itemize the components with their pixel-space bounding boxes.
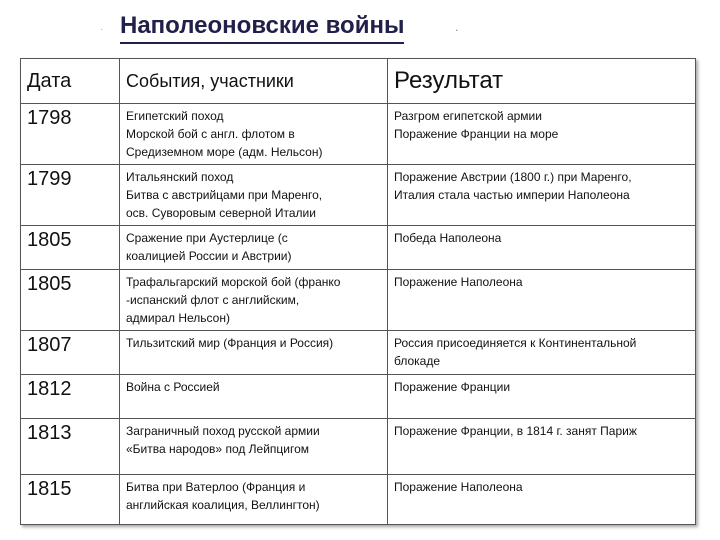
result-line: Поражение Наполеона (394, 480, 523, 494)
table-row (21, 475, 696, 525)
cell-date: 1798 (21, 104, 120, 165)
event-line: Битва с австрийцами при Маренго, (126, 188, 323, 202)
result-line: Поражение Франции (394, 380, 511, 394)
table-header-row (21, 59, 696, 104)
cell-result (388, 165, 696, 226)
event-line: Египетский поход (126, 109, 224, 123)
result-line: Поражение Франции на море (394, 127, 559, 141)
cell-date: 1807 (21, 331, 120, 375)
table-row (21, 375, 696, 419)
event-line: Морской бой с англ. флотом в (126, 127, 295, 141)
result-line: Разгром египетской армии (394, 109, 542, 123)
cell-date: 1799 (21, 165, 120, 226)
cell-event (120, 419, 388, 475)
cell-result (388, 419, 696, 475)
event-line: коалицией России и Австрии) (126, 249, 292, 263)
cell-result (388, 375, 696, 419)
cell-date: 1815 (21, 475, 120, 525)
page-title: Наполеоновские войны (120, 12, 404, 44)
cell-result (388, 331, 696, 375)
result-line: Италия стала частью империи Наполеона (394, 188, 630, 202)
decorative-dot: · (100, 24, 104, 35)
event-line: Война с Россией (126, 380, 220, 394)
cell-result (388, 270, 696, 331)
header-event: События, участники (120, 59, 388, 104)
table-row (21, 104, 696, 165)
header-date: Дата (21, 59, 120, 104)
cell-event (120, 270, 388, 331)
event-line: Сражение при Аустерлице (с (126, 231, 288, 245)
table-row (21, 419, 696, 475)
event-line: Заграничный поход русской армии (126, 424, 320, 438)
event-line: осв. Суворовым северной Италии (126, 206, 316, 220)
cell-date: 1813 (21, 419, 120, 475)
result-line: Россия присоединяется к Континентальной (394, 336, 637, 350)
header-result: Результат (388, 59, 696, 104)
event-line: адмирал Нельсон) (126, 311, 230, 325)
cell-result (388, 475, 696, 525)
event-line: Итальянский поход (126, 170, 234, 184)
cell-event (120, 104, 388, 165)
cell-result (388, 104, 696, 165)
event-line: Трафальгарский морской бой (франко (126, 275, 341, 289)
cell-date: 1805 (21, 226, 120, 270)
cell-result (388, 226, 696, 270)
result-line: Поражение Наполеона (394, 275, 523, 289)
event-line: Тильзитский мир (Франция и Россия) (126, 336, 334, 350)
result-line: Поражение Австрии (1800 г.) при Маренго, (394, 170, 632, 184)
result-line: блокаде (394, 354, 441, 368)
table-row (21, 165, 696, 226)
cell-event (120, 226, 388, 270)
cell-date: 1812 (21, 375, 120, 419)
table-row (21, 331, 696, 375)
event-line: «Битва народов» под Лейпцигом (126, 442, 310, 456)
cell-event (120, 331, 388, 375)
decorative-dot: . (455, 20, 459, 34)
event-line: английская коалиция, Веллингтон) (126, 498, 320, 512)
event-line: Средиземном море (адм. Нельсон) (126, 145, 323, 159)
table-row (21, 226, 696, 270)
cell-event (120, 375, 388, 419)
result-line: Победа Наполеона (394, 231, 502, 245)
table-row (21, 270, 696, 331)
cell-event (120, 475, 388, 525)
cell-date: 1805 (21, 270, 120, 331)
cell-event (120, 165, 388, 226)
event-line: Битва при Ватерлоо (Франция и (126, 480, 306, 494)
event-line: -испанский флот с английским, (126, 293, 300, 307)
result-line: Поражение Франции, в 1814 г. занят Париж (394, 424, 637, 438)
wars-table (20, 58, 696, 525)
